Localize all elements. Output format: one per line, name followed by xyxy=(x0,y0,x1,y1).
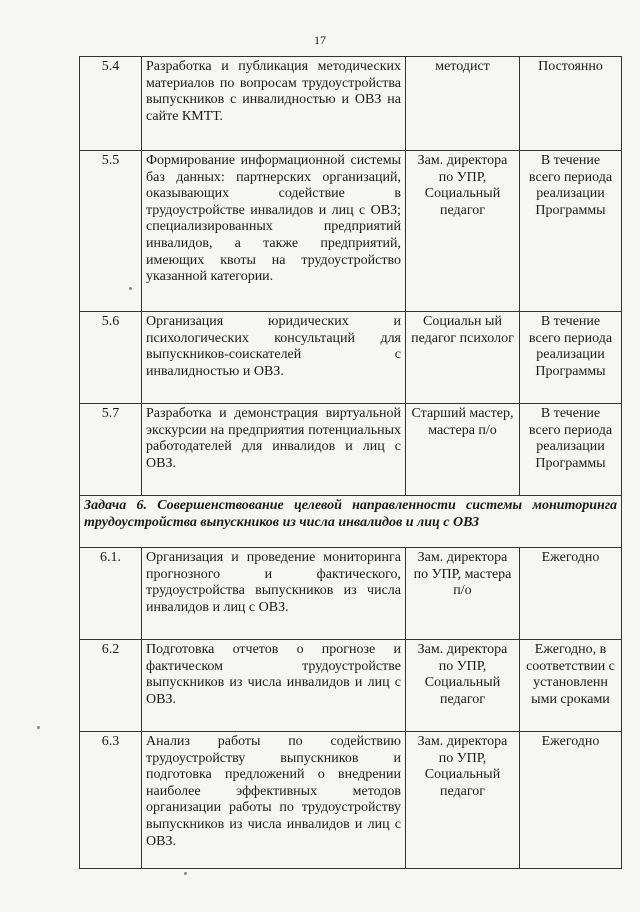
activity-cell: Разработка и публикация методических материалов по вопросам трудоустройства выпускников с инвалидностью и ОВЗ на сайте КМТТ. xyxy=(142,57,406,151)
activity-cell: Подготовка отчетов о прогнозе и фактическом трудоустройстве выпускников из числа инвалидов и лиц с ОВЗ. xyxy=(142,640,406,732)
activity-cell: Анализ работы по содействию трудоустройству выпускников и подготовка предложений о внедрении наиболее эффективных методов организации работы по трудоустройству выпускников из числа инвалидов и лиц с ОВЗ. xyxy=(142,732,406,869)
page-number: 17 xyxy=(314,33,326,47)
row-number: 6.1. xyxy=(80,548,142,640)
term-cell: В течение всего периода реализации Программы xyxy=(520,312,622,404)
table-row xyxy=(80,57,622,151)
term-cell: Постоянно xyxy=(520,57,622,151)
responsible-cell: Зам. директора по УПР, Социальный педагог xyxy=(406,732,520,869)
activity-cell: Формирование информационной системы баз данных: партнерских организаций, оказывающих содействие в трудоустройстве инвалидов и лиц с ОВЗ; специализированных предприятий инвалидов, а также предприятий, имеющих квоты на трудоустройство указанной категории. xyxy=(142,151,406,312)
activity-cell: Организация и проведение мониторинга прогнозного и фактического, трудоустройства выпускников из числа инвалидов и лиц с ОВЗ. xyxy=(142,548,406,640)
row-number: 5.6 xyxy=(80,312,142,404)
responsible-cell: Зам. директора по УПР, Социальный педагог xyxy=(406,640,520,732)
term-cell: В течение всего периода реализации Программы xyxy=(520,404,622,496)
responsible-cell: Старший мастер, мастера п/о xyxy=(406,404,520,496)
term-cell: Ежегодно xyxy=(520,732,622,869)
row-number: 5.7 xyxy=(80,404,142,496)
responsible-cell: Зам. директора по УПР, мастера п/о xyxy=(406,548,520,640)
table-row xyxy=(80,640,622,732)
responsible-cell: Зам. директора по УПР, Социальный педагог xyxy=(406,151,520,312)
scan-speck xyxy=(184,872,187,875)
row-number: 5.4 xyxy=(80,57,142,151)
term-cell: Ежегодно xyxy=(520,548,622,640)
term-cell: Ежегодно, в соответствии с установленн ыми сроками xyxy=(520,640,622,732)
table-row xyxy=(80,151,622,312)
row-number: 5.5 xyxy=(80,151,142,312)
responsible-cell: Социальн ый педагог психолог xyxy=(406,312,520,404)
activity-cell: Организация юридических и психологических консультаций для выпускников-соискателей с инвалидностью и ОВЗ. xyxy=(142,312,406,404)
scan-speck xyxy=(37,726,40,729)
task-heading-row xyxy=(80,496,622,548)
table-row xyxy=(80,312,622,404)
scan-speck xyxy=(129,287,132,290)
task-heading: Задача 6. Совершенствование целевой направленности системы мониторинга трудоустройства выпускников из числа инвалидов и лиц с ОВЗ xyxy=(80,496,622,548)
activity-cell: Разработка и демонстрация виртуальной экскурсии на предприятия потенциальных работодателей для инвалидов и лиц с ОВЗ. xyxy=(142,404,406,496)
table-row xyxy=(80,404,622,496)
row-number: 6.2 xyxy=(80,640,142,732)
table-row xyxy=(80,548,622,640)
activity-plan-table xyxy=(79,56,622,869)
responsible-cell: методист xyxy=(406,57,520,151)
row-number: 6.3 xyxy=(80,732,142,869)
term-cell: В течение всего периода реализации Программы xyxy=(520,151,622,312)
table-row xyxy=(80,732,622,869)
